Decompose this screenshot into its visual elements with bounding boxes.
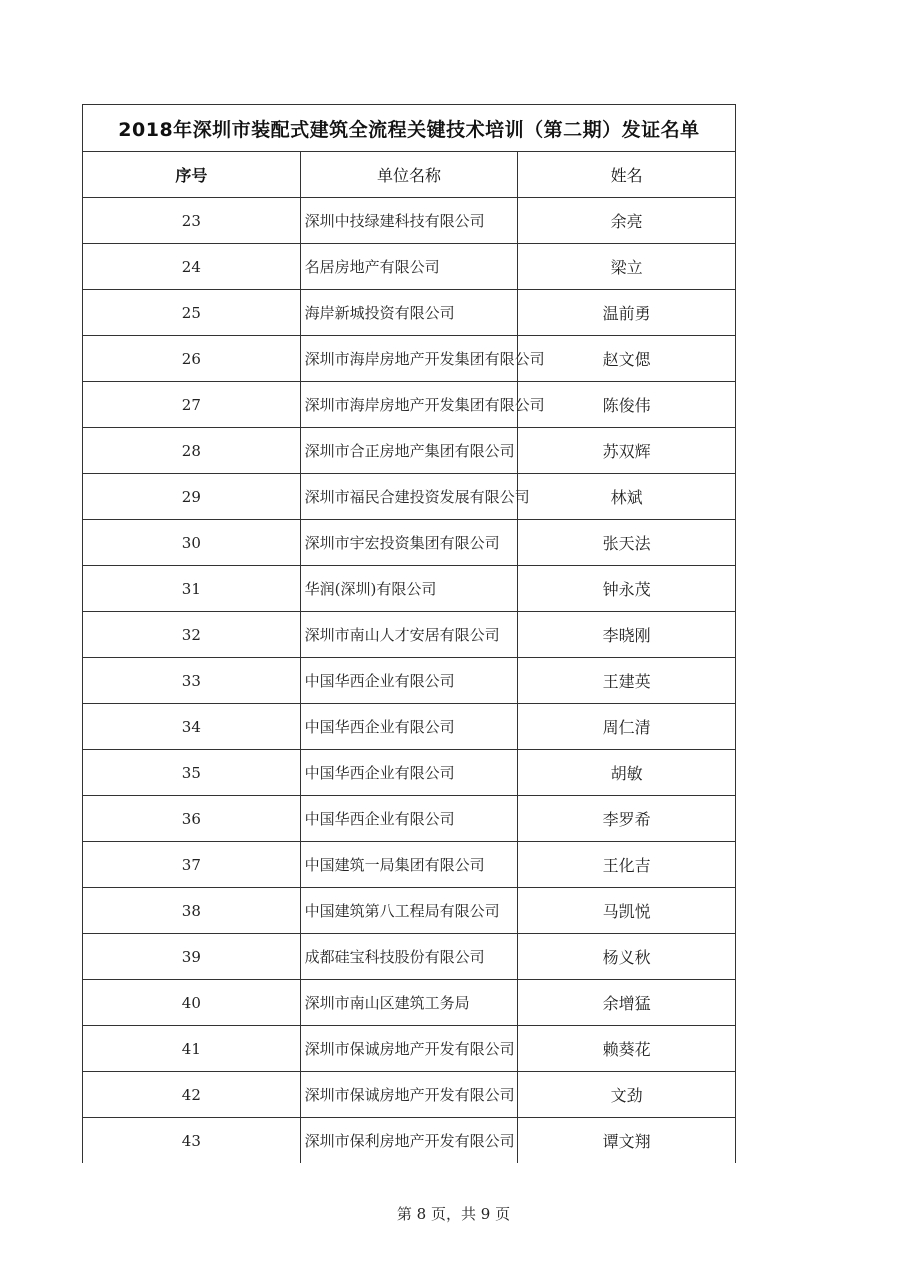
row-person-name: 王化吉 bbox=[518, 842, 736, 888]
row-unit-name: 深圳市海岸房地产开发集团有限公司 bbox=[300, 382, 518, 428]
header-seq: 序号 bbox=[83, 152, 301, 198]
row-person-name: 梁立 bbox=[518, 244, 736, 290]
row-person-name: 王建英 bbox=[518, 658, 736, 704]
row-person-name: 杨义秋 bbox=[518, 934, 736, 980]
table-row bbox=[83, 1118, 736, 1164]
row-unit-name: 中国华西企业有限公司 bbox=[300, 658, 518, 704]
row-person-name: 林斌 bbox=[518, 474, 736, 520]
row-person-name: 张天法 bbox=[518, 520, 736, 566]
row-person-name: 温前勇 bbox=[518, 290, 736, 336]
table-row bbox=[83, 1072, 736, 1118]
row-seq: 42 bbox=[83, 1072, 301, 1118]
table-row bbox=[83, 290, 736, 336]
row-seq: 35 bbox=[83, 750, 301, 796]
row-unit-name: 成都硅宝科技股份有限公司 bbox=[300, 934, 518, 980]
row-seq: 29 bbox=[83, 474, 301, 520]
table-row bbox=[83, 520, 736, 566]
row-seq: 41 bbox=[83, 1026, 301, 1072]
row-seq: 27 bbox=[83, 382, 301, 428]
table-row bbox=[83, 612, 736, 658]
row-unit-name: 深圳市保利房地产开发有限公司 bbox=[300, 1118, 518, 1164]
row-unit-name: 深圳中技绿建科技有限公司 bbox=[300, 198, 518, 244]
certificate-list-table bbox=[82, 104, 736, 1163]
table-row bbox=[83, 1026, 736, 1072]
row-seq: 40 bbox=[83, 980, 301, 1026]
row-person-name: 周仁清 bbox=[518, 704, 736, 750]
row-unit-name: 深圳市保诚房地产开发有限公司 bbox=[300, 1026, 518, 1072]
row-seq: 30 bbox=[83, 520, 301, 566]
row-unit-name: 深圳市南山人才安居有限公司 bbox=[300, 612, 518, 658]
row-unit-name: 深圳市南山区建筑工务局 bbox=[300, 980, 518, 1026]
row-seq: 33 bbox=[83, 658, 301, 704]
table-row bbox=[83, 244, 736, 290]
row-seq: 23 bbox=[83, 198, 301, 244]
table-row bbox=[83, 796, 736, 842]
row-unit-name: 中国建筑第八工程局有限公司 bbox=[300, 888, 518, 934]
row-unit-name: 名居房地产有限公司 bbox=[300, 244, 518, 290]
page-footer: 第 8 页，共 9 页 bbox=[396, 1205, 511, 1223]
row-seq: 38 bbox=[83, 888, 301, 934]
row-unit-name: 深圳市宇宏投资集团有限公司 bbox=[300, 520, 518, 566]
row-person-name: 李罗希 bbox=[518, 796, 736, 842]
row-person-name: 赖葵花 bbox=[518, 1026, 736, 1072]
table-title-row bbox=[83, 105, 736, 152]
row-person-name: 钟永茂 bbox=[518, 566, 736, 612]
table-row bbox=[83, 750, 736, 796]
row-unit-name: 中国华西企业有限公司 bbox=[300, 796, 518, 842]
row-person-name: 马凯悦 bbox=[518, 888, 736, 934]
table-row bbox=[83, 198, 736, 244]
table-row bbox=[83, 704, 736, 750]
row-unit-name: 中国华西企业有限公司 bbox=[300, 704, 518, 750]
row-seq: 34 bbox=[83, 704, 301, 750]
row-unit-name: 海岸新城投资有限公司 bbox=[300, 290, 518, 336]
row-person-name: 陈俊伟 bbox=[518, 382, 736, 428]
table-row bbox=[83, 474, 736, 520]
row-seq: 43 bbox=[83, 1118, 301, 1164]
row-person-name: 赵文偲 bbox=[518, 336, 736, 382]
row-person-name: 胡敏 bbox=[518, 750, 736, 796]
row-seq: 32 bbox=[83, 612, 301, 658]
row-unit-name: 华润(深圳)有限公司 bbox=[300, 566, 518, 612]
row-person-name: 文劲 bbox=[518, 1072, 736, 1118]
header-name: 姓名 bbox=[518, 152, 736, 198]
row-unit-name: 深圳市福民合建投资发展有限公司 bbox=[300, 474, 518, 520]
table-row bbox=[83, 382, 736, 428]
row-person-name: 余增猛 bbox=[518, 980, 736, 1026]
table-row bbox=[83, 980, 736, 1026]
row-seq: 26 bbox=[83, 336, 301, 382]
table-row bbox=[83, 658, 736, 704]
row-person-name: 余亮 bbox=[518, 198, 736, 244]
row-unit-name: 中国华西企业有限公司 bbox=[300, 750, 518, 796]
table-header-row bbox=[83, 152, 736, 198]
row-unit-name: 深圳市海岸房地产开发集团有限公司 bbox=[300, 336, 518, 382]
row-person-name: 谭文翔 bbox=[518, 1118, 736, 1164]
table-row bbox=[83, 428, 736, 474]
row-seq: 31 bbox=[83, 566, 301, 612]
row-person-name: 李晓刚 bbox=[518, 612, 736, 658]
row-seq: 37 bbox=[83, 842, 301, 888]
row-seq: 24 bbox=[83, 244, 301, 290]
row-person-name: 苏双辉 bbox=[518, 428, 736, 474]
table-row bbox=[83, 566, 736, 612]
table-row bbox=[83, 888, 736, 934]
row-seq: 36 bbox=[83, 796, 301, 842]
row-seq: 25 bbox=[83, 290, 301, 336]
row-seq: 39 bbox=[83, 934, 301, 980]
header-unit: 单位名称 bbox=[300, 152, 518, 198]
row-unit-name: 深圳市合正房地产集团有限公司 bbox=[300, 428, 518, 474]
table-row bbox=[83, 336, 736, 382]
table-row bbox=[83, 934, 736, 980]
table-row bbox=[83, 842, 736, 888]
row-unit-name: 深圳市保诚房地产开发有限公司 bbox=[300, 1072, 518, 1118]
document-title: 2018年深圳市装配式建筑全流程关键技术培训（第二期）发证名单 bbox=[83, 105, 736, 152]
row-seq: 28 bbox=[83, 428, 301, 474]
row-unit-name: 中国建筑一局集团有限公司 bbox=[300, 842, 518, 888]
